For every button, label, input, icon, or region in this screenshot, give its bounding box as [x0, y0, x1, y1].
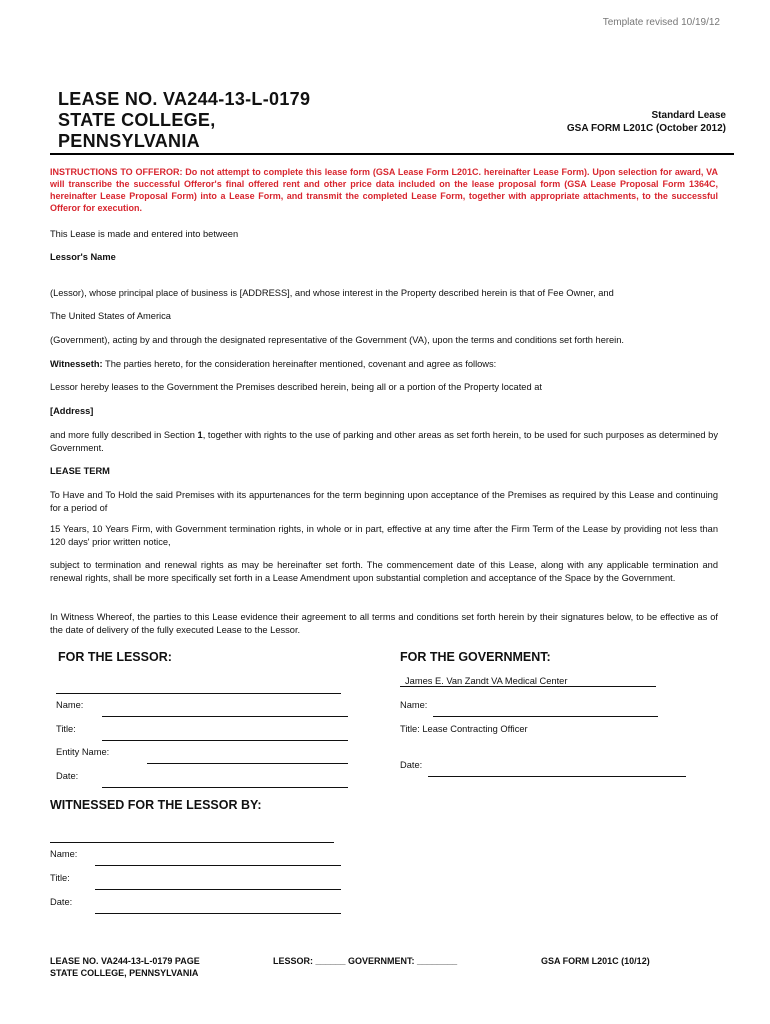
- lessor-name-heading: Lessor's Name: [50, 252, 116, 262]
- section-number: 1: [197, 430, 203, 440]
- form-type: Standard Lease: [651, 110, 726, 121]
- witness-name-field[interactable]: [95, 848, 341, 866]
- lessor-entity-field[interactable]: [147, 746, 348, 764]
- government-name-field[interactable]: [433, 699, 658, 717]
- footer-lease-number: LEASE NO. VA244-13-L-0179 PAGE: [50, 956, 200, 966]
- witnesseth-text: The parties hereto, for the consideration hereinafter mentioned, covenant and agree as follows:: [102, 359, 497, 369]
- government-org-line: [400, 676, 656, 687]
- term-paragraph: To Have and To Hold the said Premises with its appurtenances for the term beginning upon acceptance of the Premises as required by this Lease and continuing for a period of: [50, 490, 718, 513]
- witness-date-label: Date:: [50, 897, 73, 907]
- lessor-signature-line[interactable]: [56, 676, 341, 694]
- government-date-field[interactable]: [428, 759, 686, 777]
- offeror-instructions: INSTRUCTIONS TO OFFEROR: Do not attempt to complete this lease form (GSA Lease Form L201C. hereinafter Lease Form). Upon selection for award, VA will transcribe the successful Offeror's final offered rent and other price data included on the lease proposal form (GSA Lease Proposal Form 1364C, hereinafter Lease Proposal Form) into a Lease Form, and transmit the completed Lease Form, together with appropriate attachments, to the successful Offeror for execution.: [50, 167, 718, 213]
- lease-term-heading: LEASE TERM: [50, 466, 110, 476]
- header-rule: [50, 153, 734, 155]
- witnessed-heading: WITNESSED FOR THE LESSOR BY:: [50, 798, 262, 812]
- witness-date-field[interactable]: [95, 896, 341, 914]
- government-org: James E. Van Zandt VA Medical Center: [405, 676, 568, 686]
- government-party: The United States of America: [50, 311, 171, 321]
- premises-paragraph: Lessor hereby leases to the Government the Premises described herein, being all or a portion of the Property located at: [50, 382, 542, 392]
- lessor-address-paragraph: (Lessor), whose principal place of business is [ADDRESS], and whose interest in the Property described herein is that of Fee Owner, and: [50, 288, 614, 298]
- section-paragraph: [50, 429, 718, 454]
- lessor-name-field[interactable]: [102, 699, 348, 717]
- witness-name-label: Name:: [50, 849, 78, 859]
- firm-term-paragraph: 15 Years, 10 Years Firm, with Government termination rights, in whole or in part, effective at any time after the Firm Term of the Lease by providing not less than 120 days' prior written notice,: [50, 524, 718, 547]
- section-text-b: , together with rights to the use of parking and other areas as set forth herein, to be used for such purposes as determined by Government.: [50, 430, 718, 453]
- government-paragraph: (Government), acting by and through the designated representative of the Government (VA), upon the terms and conditions set forth herein.: [50, 335, 624, 345]
- government-name-label: Name:: [400, 700, 428, 710]
- lessor-date-label: Date:: [56, 771, 79, 781]
- lease-city: STATE COLLEGE,: [58, 110, 216, 130]
- commencement-paragraph: subject to termination and renewal rights as may be hereinafter set forth. The commencement date of this Lease, along with any applicable termination and renewal rights, shall be more specifically set forth in a Lease Amendment upon substantial completion and acceptance of the Space by the Government.: [50, 560, 718, 583]
- lease-state: PENNSYLVANIA: [58, 131, 200, 151]
- lessor-entity-label: Entity Name:: [56, 747, 110, 757]
- address-placeholder: [Address]: [50, 406, 94, 416]
- intro-paragraph: This Lease is made and entered into between: [50, 229, 239, 239]
- footer-form-id: GSA FORM L201C (10/12): [541, 956, 650, 966]
- lease-title-block: [58, 89, 310, 152]
- footer-initials: LESSOR: ______ GOVERNMENT: ________: [273, 956, 458, 966]
- in-witness-paragraph: In Witness Whereof, the parties to this Lease evidence their agreement to all terms and conditions set forth herein by their signatures below, to be effective as of the date of delivery of the fully executed Lease to the Lessor.: [50, 612, 718, 635]
- section-text-a: and more fully described in Section: [50, 430, 198, 440]
- witness-title-label: Title:: [50, 873, 70, 883]
- witness-title-field[interactable]: [95, 872, 341, 890]
- for-lessor-heading: FOR THE LESSOR:: [58, 650, 172, 664]
- lease-number: LEASE NO. VA244-13-L-0179: [58, 89, 311, 109]
- witness-signature-line[interactable]: [50, 825, 334, 843]
- footer-location: STATE COLLEGE, PENNSYLVANIA: [50, 968, 199, 978]
- form-identifier: [567, 109, 726, 135]
- footer-lease-info: [50, 955, 200, 979]
- lessor-title-label: Title:: [56, 724, 76, 734]
- lessor-title-field[interactable]: [102, 723, 348, 741]
- lessor-name-label: Name:: [56, 700, 84, 710]
- template-revised-note: Template revised 10/19/12: [602, 17, 720, 28]
- government-date-label: Date:: [400, 760, 423, 770]
- lessor-date-field[interactable]: [102, 770, 348, 788]
- witnesseth-paragraph: [50, 358, 718, 371]
- witnesseth-label: Witnesseth:: [50, 359, 103, 369]
- government-title: Title: Lease Contracting Officer: [400, 724, 528, 734]
- form-id: GSA FORM L201C (October 2012): [566, 123, 726, 134]
- for-government-heading: FOR THE GOVERNMENT:: [400, 650, 551, 664]
